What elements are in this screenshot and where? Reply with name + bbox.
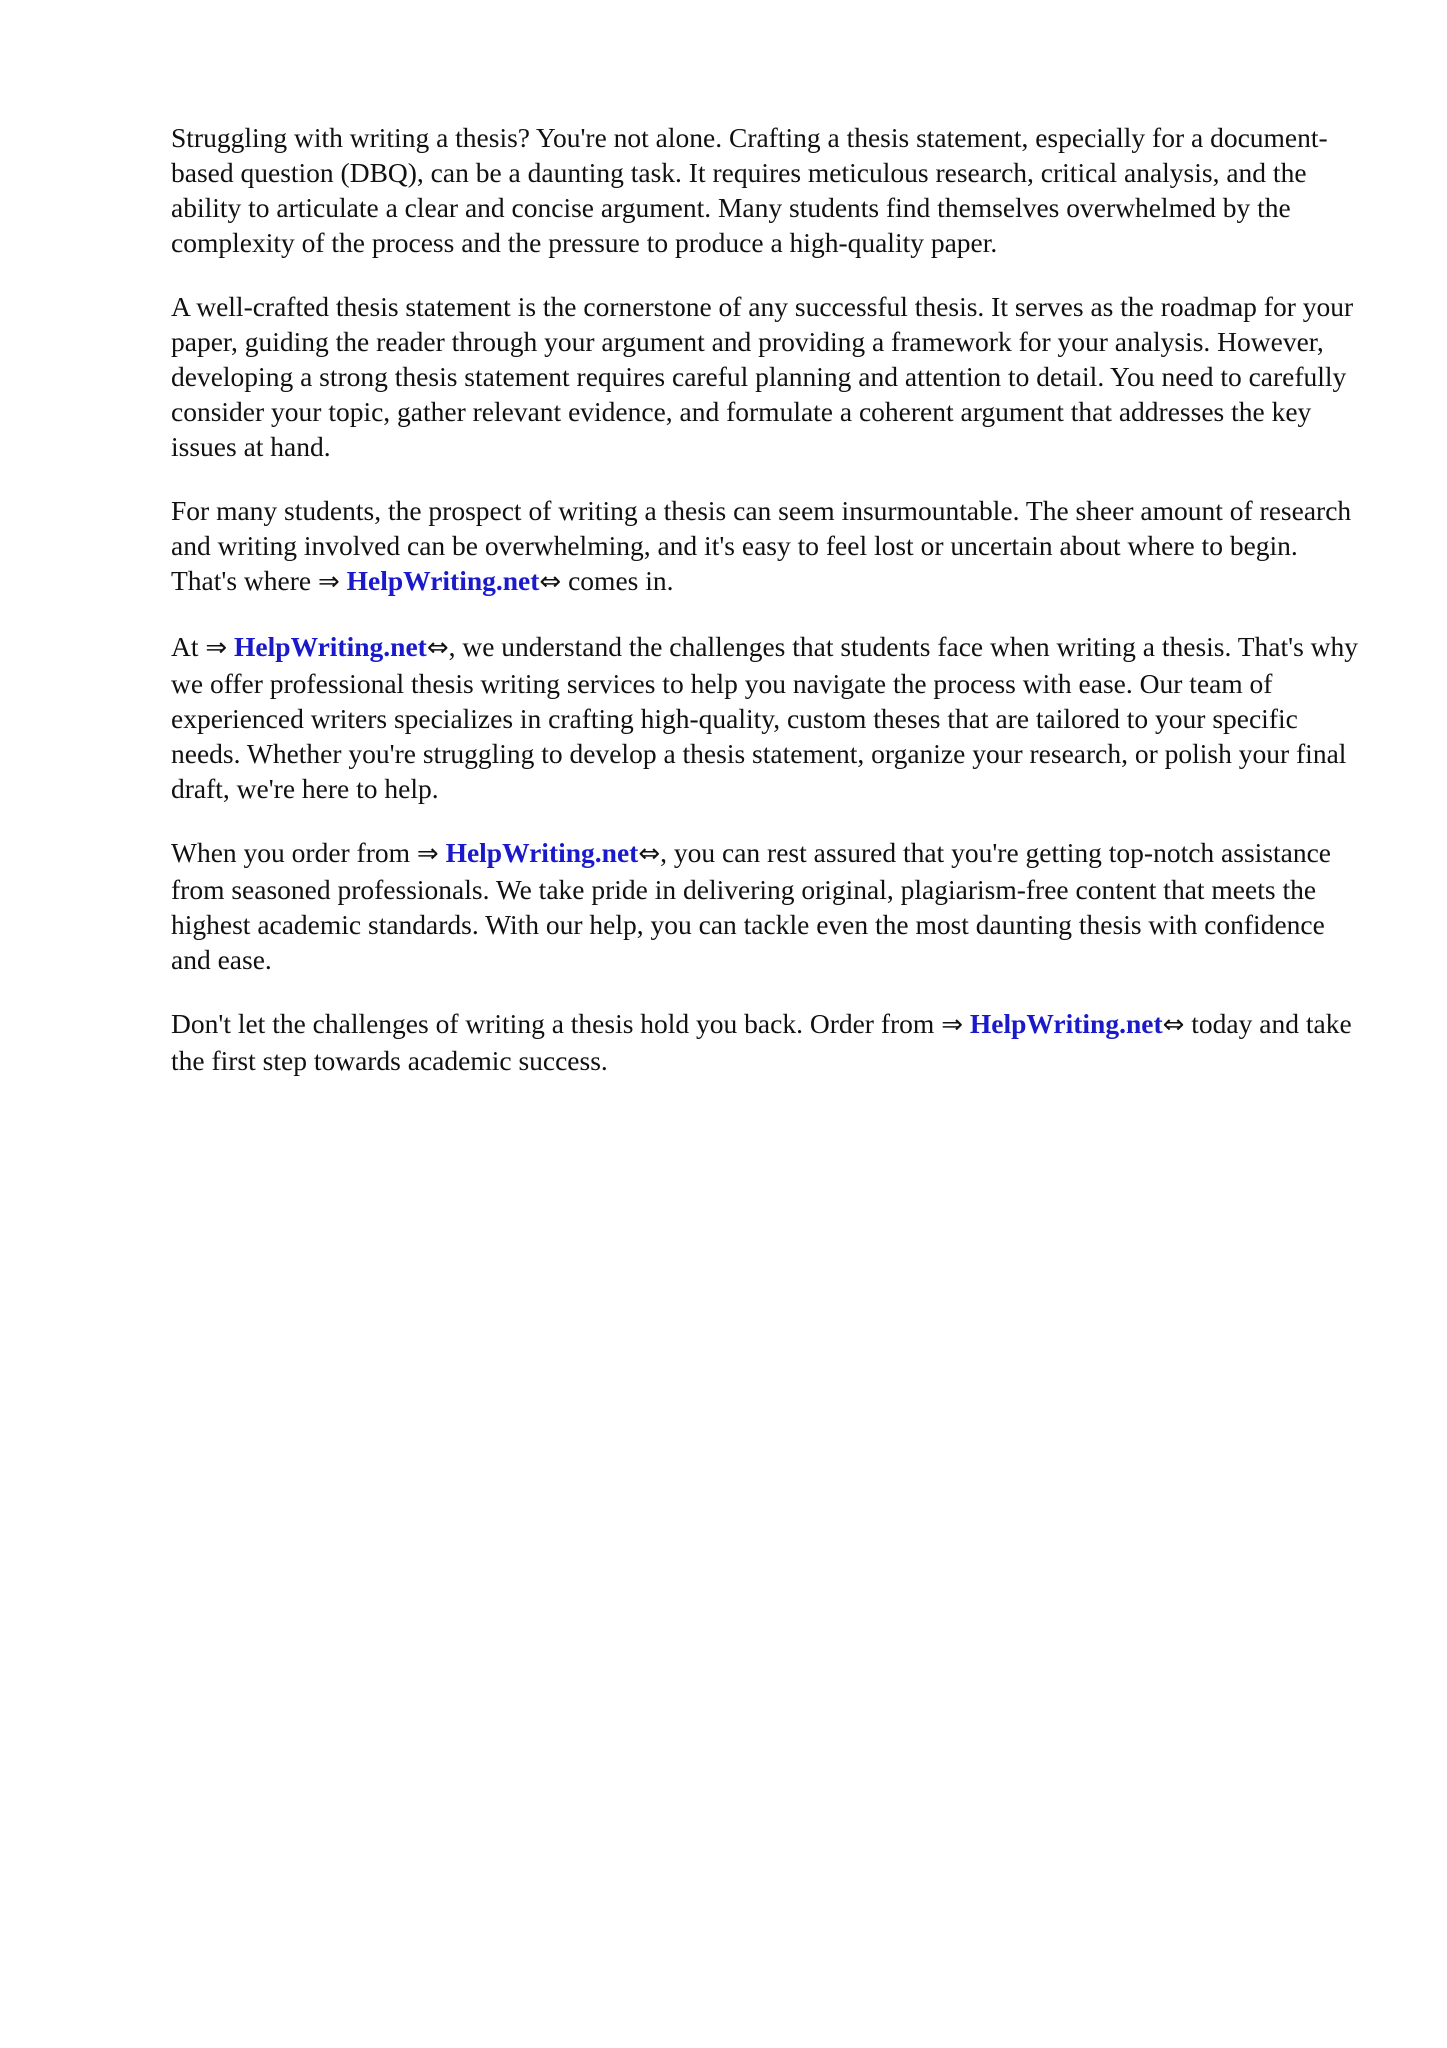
left-right-double-arrow-icon: ⇔ (426, 633, 449, 663)
helpwriting-link[interactable]: HelpWriting.net (346, 565, 540, 596)
right-double-arrow-icon: ⇒ (317, 567, 340, 597)
helpwriting-link[interactable]: HelpWriting.net (234, 631, 427, 662)
paragraph-5-text-before: When you order from (171, 837, 417, 868)
paragraph-6 (171, 1006, 1361, 1078)
right-double-arrow-icon: ⇒ (205, 633, 228, 663)
paragraph-3-text-after: comes in. (561, 565, 674, 596)
left-right-double-arrow-icon: ⇔ (1162, 1010, 1185, 1040)
paragraph-4 (171, 629, 1361, 806)
paragraph-6-text-after: today and take the first step towards academic success. (171, 1008, 1352, 1076)
paragraph-4-text-before: At (171, 631, 206, 662)
paragraph-3 (171, 493, 1361, 600)
left-right-double-arrow-icon: ⇔ (638, 839, 661, 869)
helpwriting-link[interactable]: HelpWriting.net (969, 1008, 1163, 1039)
paragraph-4-text-after: , we understand the challenges that students face when writing a thesis. That's why we offer professional thesis writing services to help you navigate the process with ease. Our team of experienced writers specializes in crafting high-quality, custom theses that are tailored to your specific needs. Whether you're struggling to develop a thesis statement, organize your research, or polish your final draft, we're here to help. (171, 631, 1359, 804)
paragraph-2: A well-crafted thesis statement is the cornerstone of any successful thesis. It serves as the roadmap for your paper, guiding the reader through your argument and providing a framework for your analysis. However, developing a strong thesis statement requires careful planning and attention to detail. You need to carefully consider your topic, gather relevant evidence, and formulate a coherent argument that addresses the key issues at hand. (171, 291, 1354, 462)
right-double-arrow-icon: ⇒ (941, 1010, 963, 1040)
helpwriting-link[interactable]: HelpWriting.net (445, 837, 639, 868)
left-right-double-arrow-icon: ⇔ (539, 567, 562, 597)
paragraph-5-text-after: , you can rest assured that you're getting top-notch assistance from seasoned professionals. We take pride in delivering original, plagiarism-free content that meets the highest academic standards. With our help, you can tackle even the most daunting thesis with confidence and ease. (171, 837, 1332, 975)
paragraph-3-text-before: For many students, the prospect of writing a thesis can seem insurmountable. The sheer amount of research and writing involved can be overwhelming, and it's easy to feel lost or uncertain about where to begin. That's where (171, 495, 1352, 596)
paragraph-1: Struggling with writing a thesis? You're not alone. Crafting a thesis statement, especially for a document-based question (DBQ), can be a daunting task. It requires meticulous research, critical analysis, and the ability to articulate a clear and concise argument. Many students find themselves overwhelmed by the complexity of the process and the pressure to produce a high-quality paper. (171, 122, 1328, 258)
paragraph-6-text-before: Don't let the challenges of writing a thesis hold you back. Order from (171, 1008, 942, 1039)
document-page (171, 120, 1361, 1107)
paragraph-5 (171, 835, 1361, 977)
right-double-arrow-icon: ⇒ (416, 839, 439, 869)
